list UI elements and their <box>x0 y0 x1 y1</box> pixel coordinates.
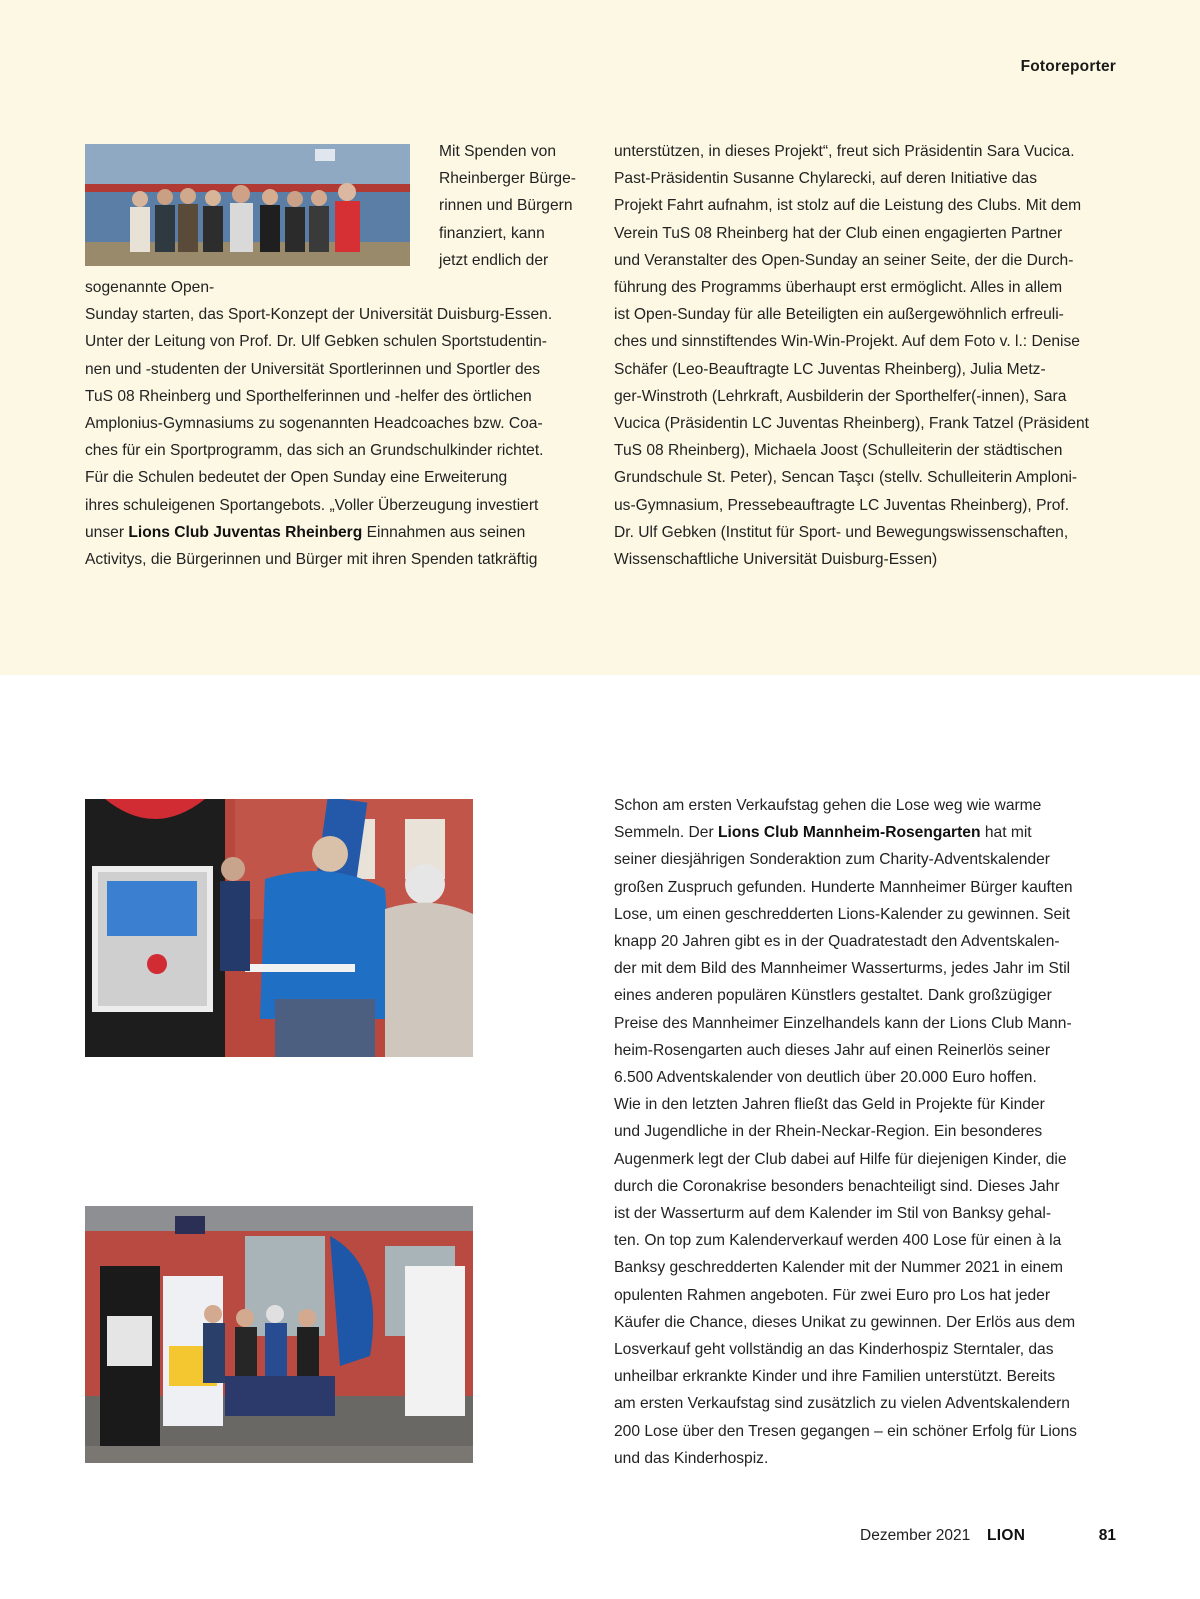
text-line: Mit Spenden von <box>439 143 557 160</box>
text-line: unheilbar erkrankte Kinder und ihre Familien unterstützt. Bereits <box>614 1368 1056 1386</box>
text-line: 6.500 Adventskalender von deutlich über 20.000 Euro hoffen. <box>614 1069 1037 1087</box>
text-line: der mit dem Bild des Mannheimer Wasserturms, jedes Jahr im Stil <box>614 960 1071 978</box>
text-line: und Veranstalter des Open-Sunday an seiner Seite, der die Durch- <box>614 251 1074 269</box>
text-line: eines anderen populären Künstlers gestaltet. Dank großzügiger <box>614 987 1052 1005</box>
text-line: Past-Präsidentin Susanne Chylarecki, auf deren Initiative das <box>614 170 1037 188</box>
text-line: Wie in den letzten Jahren fließt das Geld in Projekte für Kinder <box>614 1096 1045 1114</box>
page-number: 81 <box>1098 1527 1116 1544</box>
text-line: heim-Rosengarten auch dieses Jahr auf einen Reinerlös seiner <box>614 1041 1051 1059</box>
text-line: Amplonius-Gymnasiums zu sogenannten Headcoaches bzw. Coa- <box>85 415 543 433</box>
text-line: Lose, um einen geschredderten Lions-Kalender zu gewinnen. Seit <box>614 905 1070 923</box>
text-line: führung des Programms überhaupt erst ermöglicht. Alles in allem <box>614 279 1063 297</box>
text-line: knapp 20 Jahren gibt es in der Quadratestadt den Adventskalen- <box>614 933 1060 951</box>
photo-group-gym <box>85 144 410 266</box>
text-line: Verein TuS 08 Rheinberg hat der Club einen engagierten Partner <box>614 224 1063 242</box>
text-line: durch die Coronakrise besonders benachteiligt sind. Dieses Jahr <box>614 1177 1060 1195</box>
article1-column-right <box>614 138 1124 573</box>
text-line: unterstützen, in dieses Projekt“, freut sich Präsidentin Sara Vucica. <box>614 143 1075 160</box>
text-line: jetzt endlich der <box>439 251 549 269</box>
text-line: seiner diesjährigen Sonderaktion zum Charity-Adventskalender <box>614 851 1050 869</box>
text-line: Augenmerk legt der Club dabei auf Hilfe für diejenigen Kinder, die <box>614 1150 1067 1168</box>
text-line: Vucica (Präsidentin LC Juventas Rheinberg), Frank Tatzel (Präsident <box>614 415 1089 433</box>
text-line: und das Kinderhospiz. <box>614 1449 769 1467</box>
section-label: Fotoreporter <box>1020 58 1116 75</box>
footer-month: Dezember 2021 <box>860 1527 971 1544</box>
text-line: ches und sinnstiftendes Win-Win-Projekt. Auf dem Foto v. l.: Denise <box>614 333 1080 351</box>
text-line: ten. On top zum Kalenderverkauf werden 400 Lose für einen à la <box>614 1232 1062 1250</box>
photo-stand-team <box>85 1206 473 1463</box>
text-line-club-name <box>614 819 1124 846</box>
article1-column-left <box>85 138 590 573</box>
text-line: und Jugendliche in der Rhein-Neckar-Region. Ein besonderes <box>614 1123 1043 1141</box>
text-line: TuS 08 Rheinberg und Sporthelferinnen und -helfer des örtlichen <box>85 387 532 405</box>
text-line: am ersten Verkaufstag sind zusätzlich zu vielen Adventskalendern <box>614 1395 1070 1413</box>
photo-lottery-stand <box>85 799 473 1057</box>
footer-brand: LION <box>987 1527 1026 1544</box>
text-line: Grundschule St. Peter), Sencan Taşcı (stellv. Schulleiterin Amploni- <box>614 469 1078 487</box>
text-fragment: hat mit <box>980 824 1032 842</box>
text-line: opulenten Rahmen angeboten. Für zwei Euro pro Los hat jeder <box>614 1286 1051 1304</box>
text-line: rinnen und Bürgern <box>439 197 573 215</box>
text-line: Sunday starten, das Sport-Konzept der Universität Duisburg-Essen. <box>85 306 553 324</box>
text-line: Schäfer (Leo-Beauftragte LC Juventas Rheinberg), Julia Metz- <box>614 360 1046 378</box>
text-line: ist der Wasserturm auf dem Kalender im Stil von Banksy gehal- <box>614 1205 1052 1223</box>
lottery-stand-image <box>85 799 473 1057</box>
text-line: großen Zuspruch gefunden. Hunderte Mannheimer Bürger kauften <box>614 878 1073 896</box>
text-line-club-name <box>85 519 590 546</box>
text-line: Projekt Fahrt aufnahm, ist stolz auf die Leistung des Clubs. Mit dem <box>614 197 1082 215</box>
stand-team-image <box>85 1206 473 1463</box>
text-line: ist Open-Sunday für alle Beteiligten ein außergewöhnlich erfreuli- <box>614 306 1064 324</box>
text-line: Unter der Leitung von Prof. Dr. Ulf Gebken schulen Sportstudentin- <box>85 333 547 351</box>
text-line: TuS 08 Rheinberg), Michaela Joost (Schulleiterin der städtischen <box>614 442 1063 460</box>
text-line: ches für ein Sportprogramm, das sich an Grundschulkinder richtet. <box>85 442 544 460</box>
text-line: Preise des Mannheimer Einzelhandels kann der Lions Club Mann- <box>614 1014 1072 1032</box>
text-line: finanziert, kann <box>439 224 545 242</box>
text-line: ihres schuleigenen Sportangebots. „Voller Überzeugung investiert <box>85 496 539 514</box>
club-name-rheinberg: Lions Club Juventas Rheinberg <box>128 523 363 541</box>
text-fragment: Semmeln. Der <box>614 824 718 842</box>
text-line: nen und -studenten der Universität Sportlerinnen und Sportler des <box>85 360 541 378</box>
text-fragment: unser <box>85 523 129 541</box>
text-line: Losverkauf geht vollständig an das Kinderhospiz Sterntaler, das <box>614 1341 1054 1359</box>
text-line: 200 Lose über den Tresen gegangen – ein schöner Erfolg für Lions <box>614 1422 1077 1440</box>
text-line: Rheinberger Bürge- <box>439 170 576 188</box>
text-line: Banksy geschredderten Kalender mit der Nummer 2021 in einem <box>614 1259 1063 1277</box>
article2-column <box>614 792 1124 1472</box>
text-line: Activitys, die Bürgerinnen und Bürger mit ihren Spenden tatkräftig <box>85 551 538 569</box>
text-line: Käufer die Chance, dieses Unikat zu gewinnen. Der Erlös aus dem <box>614 1313 1076 1331</box>
text-line: sogenannte Open- <box>85 279 215 297</box>
text-fragment: Einnahmen aus seinen <box>362 523 526 541</box>
text-line: Dr. Ulf Gebken (Institut für Sport- und Bewegungswissenschaften, <box>614 523 1069 541</box>
club-name-mannheim: Lions Club Mannheim-Rosengarten <box>718 824 981 842</box>
text-line: us-Gymnasium, Pressebeauftragte LC Juventas Rheinberg), Prof. <box>614 496 1070 514</box>
gym-group-image <box>85 144 410 266</box>
text-line: ger-Winstroth (Lehrkraft, Ausbilderin der Sporthelfer(-innen), Sara <box>614 387 1067 405</box>
text-line: Wissenschaftliche Universität Duisburg-Essen) <box>614 551 938 569</box>
text-line: Für die Schulen bedeutet der Open Sunday eine Erweiterung <box>85 469 508 487</box>
text-line: Schon am ersten Verkaufstag gehen die Lose weg wie warme <box>614 797 1042 814</box>
